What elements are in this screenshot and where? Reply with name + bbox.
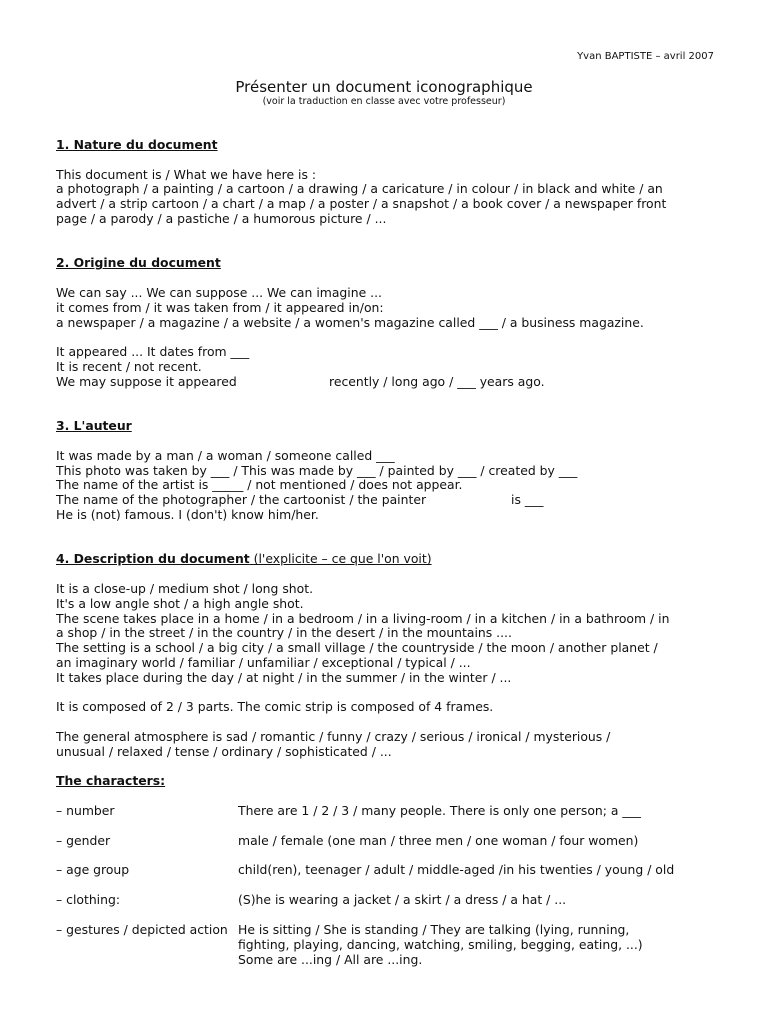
- document-subtitle: (voir la traduction en classe avec votre professeur): [262, 96, 506, 107]
- text-line: We can say ... We can suppose ... We can imagine ...: [56, 284, 382, 300]
- text-line: It takes place during the day / at night / in the summer / in the winter / ...: [56, 669, 512, 685]
- text-line: The name of the artist is _____ / not mentioned / does not appear.: [56, 477, 463, 493]
- section-heading-auteur: 3. L'auteur: [56, 418, 132, 434]
- author-date: Yvan BAPTISTE – avril 2007: [577, 51, 714, 62]
- row-label: – age group: [56, 862, 130, 878]
- text-line: It was made by a man / a woman / someone called ___: [56, 447, 395, 463]
- text-line: The setting is a school / a big city / a small village / the countryside / the moon / another planet /: [56, 640, 658, 656]
- photographer-lead: The name of the photographer / the cartoonist / the painter: [56, 492, 427, 508]
- text-line: It's a low angle shot / a high angle shot.: [56, 595, 304, 611]
- row-label: – clothing:: [56, 892, 121, 908]
- text-line: It is composed of 2 / 3 parts. The comic strip is composed of 4 frames.: [56, 699, 494, 715]
- character-row-age-group: [56, 863, 716, 878]
- text-line: This document is / What we have here is :: [56, 166, 317, 182]
- row-value-line: He is sitting / She is standing / They are talking (lying, running,: [238, 922, 630, 938]
- row-value-multiline: [238, 923, 716, 967]
- text-line: It is a close-up / medium shot / long shot.: [56, 580, 314, 596]
- text-line: The scene takes place in a home / in a bedroom / in a living-room / in a kitchen / in a bathroom / in: [56, 610, 670, 626]
- text-line: It appeared ... It dates from ___: [56, 344, 250, 360]
- suppose-options: recently / long ago / ___ years ago.: [329, 373, 545, 389]
- text-line-suppose: [56, 375, 716, 390]
- row-value: child(ren), teenager / adult / middle-aged /in his twenties / young / old: [238, 862, 675, 878]
- text-line: a newspaper / a magazine / a website / a women's magazine called ___ / a business magazine.: [56, 314, 644, 330]
- character-row-gestures: [56, 923, 716, 967]
- character-row-number: [56, 804, 716, 819]
- row-value: (S)he is wearing a jacket / a skirt / a dress / a hat / ...: [238, 892, 567, 908]
- section-heading-description-text: 4. Description du document: [56, 551, 250, 567]
- text-line: page / a parody / a pastiche / a humorous picture / ...: [56, 210, 387, 226]
- character-row-clothing: [56, 893, 716, 908]
- characters-heading: The characters:: [56, 773, 166, 789]
- text-line: He is (not) famous. I (don't) know him/her.: [56, 506, 319, 522]
- text-line: it comes from / it was taken from / it appeared in/on:: [56, 299, 384, 315]
- suppose-lead: We may suppose it appeared: [56, 373, 237, 389]
- section-heading-note: (l'explicite – ce que l'on voit): [249, 551, 432, 567]
- document-body: [56, 138, 716, 967]
- section-heading-description: [56, 552, 716, 567]
- text-line: This photo was taken by ___ / This was made by ___ / painted by ___ / created by ___: [56, 462, 578, 478]
- row-label: – gestures / depicted action: [56, 922, 228, 938]
- row-value: There are 1 / 2 / 3 / many people. There is only one person; a ___: [238, 802, 641, 818]
- photographer-blank: is ___: [511, 492, 544, 508]
- section-heading-nature: 1. Nature du document: [56, 137, 218, 152]
- row-label: – gender: [56, 832, 111, 848]
- row-value: male / female (one man / three men / one woman / four women): [238, 832, 639, 848]
- character-row-gender: [56, 834, 716, 849]
- text-line: unusual / relaxed / tense / ordinary / sophisticated / ...: [56, 743, 392, 759]
- text-line: a shop / in the street / in the country / in the desert / in the mountains ....: [56, 625, 512, 641]
- text-line: It is recent / not recent.: [56, 358, 202, 374]
- text-line: an imaginary world / familiar / unfamiliar / exceptional / typical / ...: [56, 654, 471, 670]
- text-line-photographer: [56, 493, 716, 508]
- text-line: The general atmosphere is sad / romantic / funny / crazy / serious / ironical / mysterious /: [56, 728, 611, 744]
- section-heading-origine: 2. Origine du document: [56, 255, 221, 271]
- text-line: advert / a strip cartoon / a chart / a map / a poster / a snapshot / a book cover / a newspaper front: [56, 196, 667, 212]
- row-label: – number: [56, 802, 115, 818]
- text-line: a photograph / a painting / a cartoon / a drawing / a caricature / in colour / in black and white / an: [56, 181, 663, 197]
- document-title: Présenter un document iconographique: [235, 78, 533, 96]
- row-value-line: fighting, playing, dancing, watching, smiling, begging, eating, ...): [238, 936, 643, 952]
- row-value-line: Some are ...ing / All are ...ing.: [238, 951, 423, 967]
